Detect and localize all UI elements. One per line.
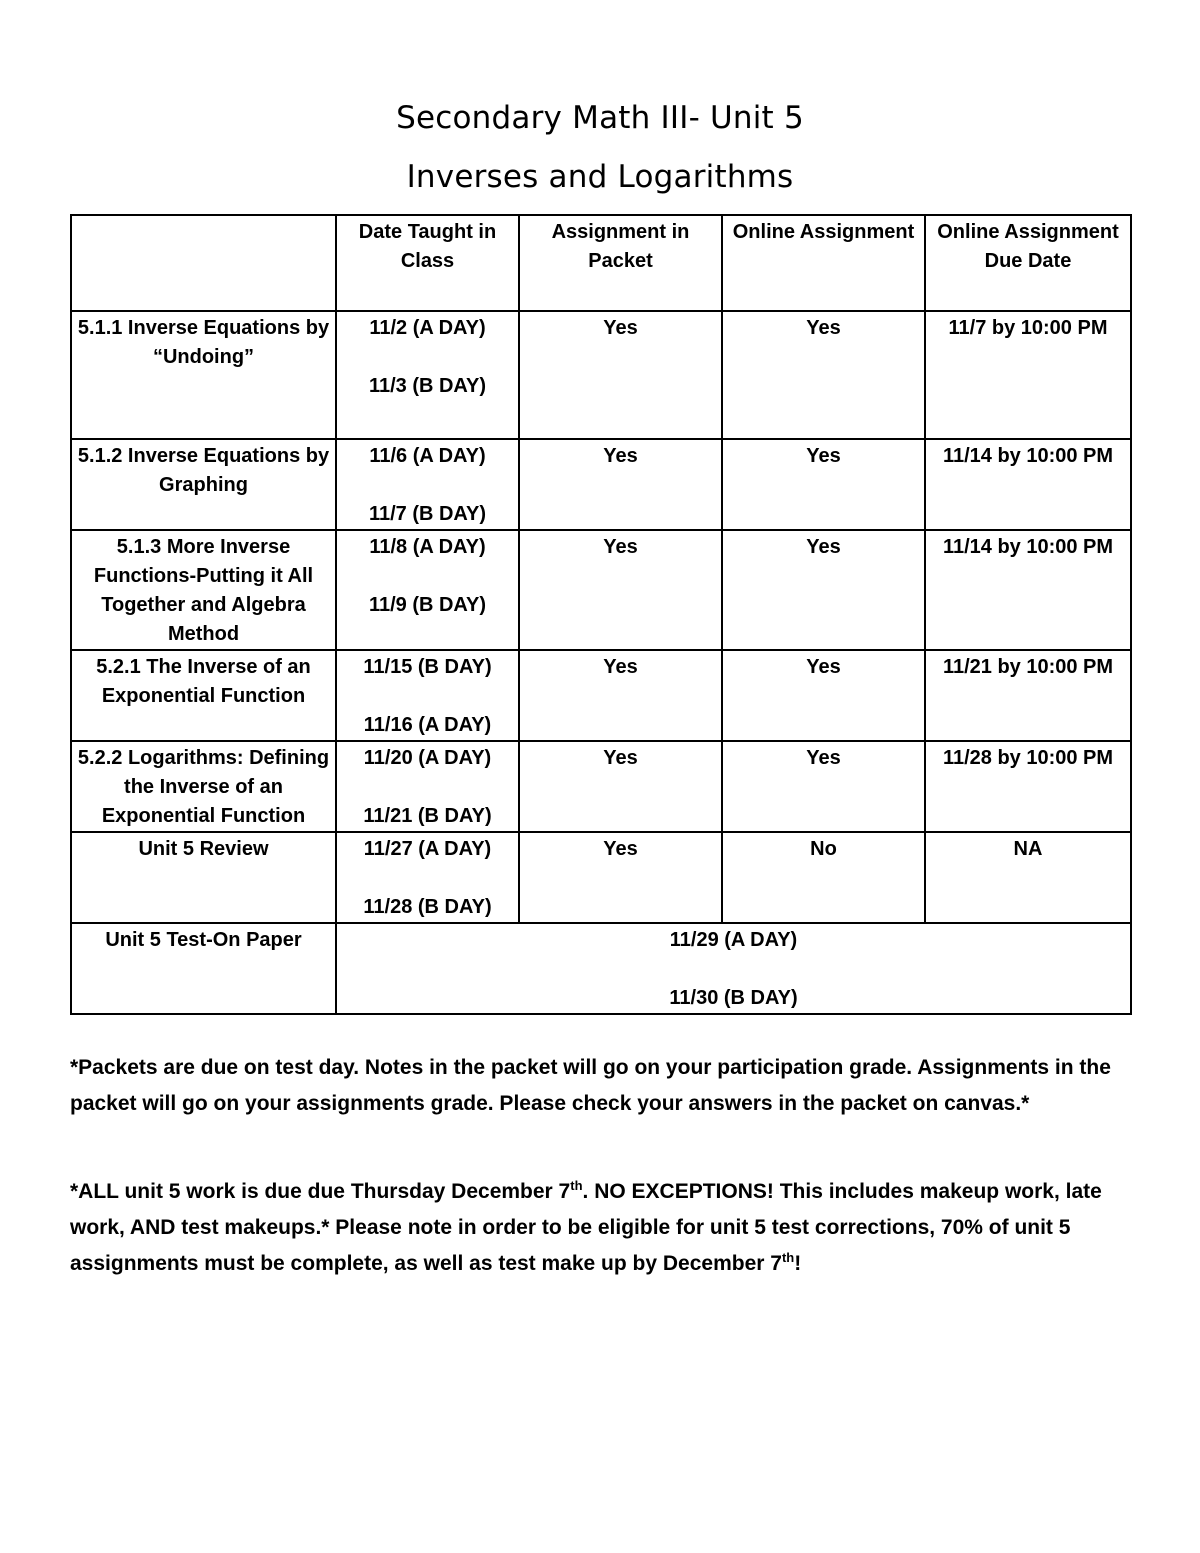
note-text: !: [794, 1252, 802, 1275]
table-row: [71, 741, 1131, 832]
date-b: 11/9 (B DAY): [368, 594, 487, 616]
due-cell: NA: [925, 832, 1131, 923]
lesson-cell: 5.1.1 Inverse Equations by “Undoing”: [71, 311, 336, 439]
header-date-taught: Date Taught in Class: [336, 215, 519, 311]
table-header-row: [71, 215, 1131, 311]
due-cell: 11/28 by 10:00 PM: [925, 741, 1131, 832]
ordinal-suffix: th: [781, 1250, 795, 1265]
date-b: 11/28 (B DAY): [363, 896, 492, 918]
header-lesson: [71, 215, 336, 311]
test-date-cell: [336, 923, 1131, 1014]
online-cell: Yes: [722, 311, 925, 439]
lesson-cell: 5.2.2 Logarithms: Defining the Inverse of an Exponential Function: [71, 741, 336, 832]
date-cell: [336, 741, 519, 832]
packet-cell: Yes: [519, 439, 722, 530]
date-a: 11/8 (A DAY): [369, 536, 486, 558]
lesson-cell: 5.1.3 More Inverse Functions-Putting it All Together and Algebra Method: [71, 530, 336, 650]
packet-cell: Yes: [519, 530, 722, 650]
online-cell: No: [722, 832, 925, 923]
packet-cell: Yes: [519, 311, 722, 439]
note-text: . NO EXCEPTIONS! This includes makeup work, late work, AND test makeups.* Please note in order to be eligible for unit 5 test corrections, 70% of unit 5 assignments must be complete, as well as test make up by December 7: [70, 1180, 1102, 1275]
lesson-cell: 5.1.2 Inverse Equations by Graphing: [71, 439, 336, 530]
online-cell: Yes: [722, 439, 925, 530]
date-b: 11/21 (B DAY): [363, 805, 492, 827]
date-cell: [336, 650, 519, 741]
page-subtitle: Inverses and Logarithms: [406, 159, 794, 195]
table-row: [71, 311, 1131, 439]
packet-note: *Packets are due on test day. Notes in the packet will go on your participation grade. Assignments in the packet will go on your assignments grade. Please check your answers in the packet on canvas.*: [70, 1056, 1111, 1115]
header-due-date: Online Assignment Due Date: [925, 215, 1131, 311]
date-cell: [336, 439, 519, 530]
schedule-table: [70, 214, 1132, 1015]
date-a: 11/15 (B DAY): [363, 656, 492, 678]
ordinal-suffix: th: [570, 1178, 583, 1193]
lesson-cell: Unit 5 Test-On Paper: [71, 923, 336, 1014]
header-assignment-packet: Assignment in Packet: [519, 215, 722, 311]
online-cell: Yes: [722, 741, 925, 832]
date-cell: [336, 530, 519, 650]
note-text: *ALL unit 5 work is due due Thursday December 7: [70, 1180, 571, 1203]
date-a: 11/6 (A DAY): [369, 445, 486, 467]
due-cell: 11/7 by 10:00 PM: [925, 311, 1131, 439]
table-row: [71, 832, 1131, 923]
table-row: [71, 439, 1131, 530]
due-date-note: [70, 1174, 1130, 1282]
packet-cell: Yes: [519, 741, 722, 832]
table-row: [71, 530, 1131, 650]
online-cell: Yes: [722, 650, 925, 741]
due-cell: 11/21 by 10:00 PM: [925, 650, 1131, 741]
date-a: 11/27 (A DAY): [363, 838, 492, 860]
table-row: [71, 650, 1131, 741]
date-b: 11/30 (B DAY): [669, 987, 798, 1009]
header-online-assignment: Online Assignment: [722, 215, 925, 311]
date-a: 11/20 (A DAY): [363, 747, 492, 769]
date-b: 11/3 (B DAY): [368, 375, 487, 397]
due-cell: 11/14 by 10:00 PM: [925, 530, 1131, 650]
packet-cell: Yes: [519, 832, 722, 923]
table-row-test: [71, 923, 1131, 1014]
date-a: 11/29 (A DAY): [669, 929, 798, 951]
online-cell: Yes: [722, 530, 925, 650]
date-cell: [336, 311, 519, 439]
lesson-cell: Unit 5 Review: [71, 832, 336, 923]
date-a: 11/2 (A DAY): [369, 317, 486, 339]
lesson-cell: 5.2.1 The Inverse of an Exponential Function: [71, 650, 336, 741]
date-b: 11/7 (B DAY): [368, 503, 487, 525]
date-cell: [336, 832, 519, 923]
date-b: 11/16 (A DAY): [363, 714, 492, 736]
page-title: Secondary Math III- Unit 5: [396, 100, 804, 136]
packet-cell: Yes: [519, 650, 722, 741]
due-cell: 11/14 by 10:00 PM: [925, 439, 1131, 530]
